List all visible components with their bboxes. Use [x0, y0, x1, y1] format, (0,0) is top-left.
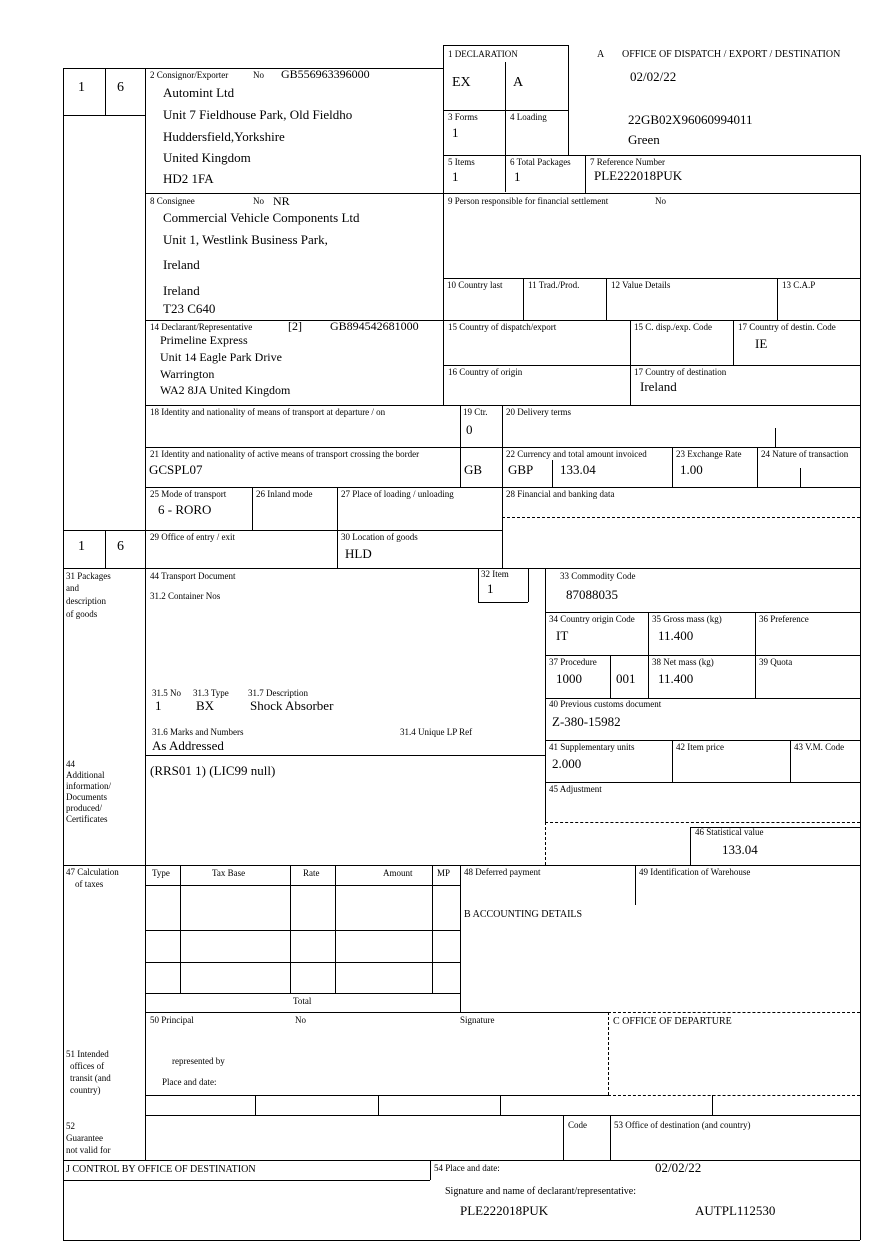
divider — [733, 320, 734, 365]
divider — [545, 740, 860, 741]
divider — [712, 1095, 713, 1115]
divider — [443, 278, 860, 279]
divider — [145, 1115, 860, 1116]
box17a-label: 17 Country of destin. Code — [738, 322, 836, 332]
box12-label: 12 Value Details — [611, 280, 671, 290]
box13-label: 13 C.A.P — [782, 280, 816, 290]
divider — [545, 655, 860, 656]
divider — [63, 115, 145, 116]
box14-line4: WA2 8JA United Kingdom — [160, 383, 291, 397]
divider — [775, 428, 776, 447]
box14-label: 14 Declarant/Representative — [150, 322, 253, 332]
divider — [443, 110, 568, 111]
section-a-prefix: A — [597, 49, 605, 60]
box52-code-label: Code — [568, 1120, 587, 1130]
box31-label-line4: of goods — [66, 609, 98, 619]
box2-eori: GB556963396000 — [281, 67, 370, 81]
box9-label: 9 Person responsible for financial settlement — [448, 196, 609, 206]
divider — [528, 568, 529, 602]
box10-label: 10 Country last — [447, 280, 503, 290]
box21-label: 21 Identity and nationality of active means of transport crossing the border — [150, 449, 420, 459]
box7-value: PLE222018PUK — [594, 168, 683, 183]
box22-currency: GBP — [508, 462, 534, 477]
divider — [63, 1180, 430, 1181]
section-a-route: Green — [628, 132, 660, 147]
box19-label: 19 Ctr. — [463, 407, 488, 417]
divider — [63, 1160, 860, 1161]
divider — [478, 568, 479, 602]
box44-label-line6: Certificates — [66, 814, 108, 824]
box20-label: 20 Delivery terms — [506, 407, 571, 417]
box29-label: 29 Office of entry / exit — [150, 532, 236, 542]
box31-3-type-value: BX — [196, 698, 215, 713]
box28-label: 28 Financial and banking data — [506, 489, 615, 499]
divider — [443, 45, 444, 405]
copy-number-right-top: 6 — [117, 80, 124, 95]
box3-value: 1 — [452, 125, 459, 140]
divider — [63, 68, 443, 69]
box14-line1: Primeline Express — [160, 333, 248, 347]
copy-number-left-mid: 1 — [78, 539, 85, 554]
box54-date: 02/02/22 — [655, 1160, 702, 1175]
box35-value: 11.400 — [658, 628, 694, 643]
box2-label: 2 Consignor/Exporter — [150, 70, 229, 80]
box44-label-line4: Documents — [66, 792, 107, 802]
box47-col-type: Type — [152, 868, 170, 878]
divider — [672, 740, 673, 782]
box50-signature-label: Signature — [460, 1015, 495, 1025]
box5-value: 1 — [452, 169, 459, 184]
box4-label: 4 Loading — [510, 112, 547, 122]
box15a-label: 15 C. disp./exp. Code — [634, 322, 712, 332]
box44-transport-doc-label: 44 Transport Document — [150, 571, 236, 581]
divider — [63, 568, 860, 569]
box41-value: 2.000 — [552, 756, 582, 771]
divider — [523, 278, 524, 320]
divider — [635, 865, 636, 905]
divider — [145, 447, 860, 448]
divider — [255, 1095, 256, 1115]
divider — [430, 1160, 431, 1180]
divider — [777, 278, 778, 320]
box46-value: 133.04 — [722, 842, 758, 857]
box39-label: 39 Quota — [759, 657, 793, 667]
box51-label-line3: transit (and — [70, 1073, 111, 1083]
section-a-title: OFFICE OF DISPATCH / EXPORT / DESTINATION — [622, 49, 841, 60]
divider — [563, 1115, 564, 1160]
divider — [757, 447, 758, 487]
divider — [672, 447, 673, 487]
divider — [478, 602, 528, 603]
box47-col-mp: MP — [437, 868, 451, 878]
box3-label: 3 Forms — [448, 112, 478, 122]
box16-label: 16 Country of origin — [448, 367, 523, 377]
box2-line3: Huddersfield,Yorkshire — [163, 129, 285, 144]
divider — [460, 865, 461, 1012]
box31-7-description-value: Shock Absorber — [250, 698, 334, 713]
box40-value: Z-380-15982 — [552, 714, 621, 729]
box6-label: 6 Total Packages — [510, 157, 571, 167]
box54-reference: PLE222018PUK — [460, 1203, 549, 1218]
box51-label-line4: country) — [70, 1085, 101, 1095]
divider — [502, 517, 860, 518]
box8-no-label: No — [253, 196, 264, 206]
box17-label: 17 Country of destination — [634, 367, 727, 377]
copy-number-left-top: 1 — [78, 80, 85, 95]
divider — [630, 320, 631, 405]
divider — [860, 155, 861, 1240]
box21-value: GCSPL07 — [149, 462, 203, 477]
box50-place-date-label: Place and date: — [162, 1077, 217, 1087]
box21-nationality: GB — [464, 462, 483, 477]
box47-col-tax-base: Tax Base — [212, 868, 246, 878]
box53-label: 53 Office of destination (and country) — [614, 1120, 751, 1130]
divider — [608, 1012, 860, 1013]
box22-amount: 133.04 — [560, 462, 596, 477]
divider — [608, 1012, 609, 1095]
box47-col-amount: Amount — [383, 868, 413, 878]
section-c-title: C OFFICE OF DEPARTURE — [613, 1016, 732, 1027]
divider — [585, 155, 586, 193]
box54-authorisation: AUTPL112530 — [695, 1203, 776, 1218]
box49-label: 49 Identification of Warehouse — [639, 867, 751, 877]
box32-value: 1 — [487, 581, 494, 596]
divider — [610, 1115, 611, 1160]
divider — [552, 460, 553, 487]
box44-label-line2: Additional — [66, 770, 105, 780]
section-a-date: 02/02/22 — [630, 69, 677, 84]
box31-6-marks-label: 31.6 Marks and Numbers — [152, 727, 244, 737]
box5-label: 5 Items — [448, 157, 475, 167]
divider — [443, 45, 568, 46]
box2-line1: Automint Ltd — [163, 85, 235, 100]
box17-value: Ireland — [640, 379, 677, 394]
divider — [610, 655, 611, 698]
box45-label: 45 Adjustment — [549, 784, 602, 794]
box8-line4: Ireland — [163, 283, 200, 298]
box14-line2: Unit 14 Eagle Park Drive — [160, 350, 282, 364]
divider — [145, 487, 860, 488]
box2-line5: HD2 1FA — [163, 171, 214, 186]
box17a-value: IE — [755, 336, 768, 351]
box7-label: 7 Reference Number — [590, 157, 665, 167]
box31-5-no-value: 1 — [155, 698, 162, 713]
box14-code: [2] — [288, 319, 302, 333]
divider — [500, 1095, 501, 1115]
divider — [145, 755, 545, 756]
box40-label: 40 Previous customs document — [549, 699, 662, 709]
divider — [378, 1095, 379, 1115]
box27-label: 27 Place of loading / unloading — [341, 489, 454, 499]
box8-line3: Ireland — [163, 257, 200, 272]
box30-value: HLD — [345, 546, 372, 561]
box34-value: IT — [556, 628, 569, 643]
divider — [545, 822, 860, 823]
box47-label-line1: 47 Calculation — [66, 867, 119, 877]
box31-5-no-label: 31.5 No — [152, 688, 181, 698]
box31-label-line1: 31 Packages — [66, 571, 111, 581]
box52-label-line2: Guarantee — [66, 1133, 103, 1143]
box14-line3: Warrington — [160, 367, 215, 381]
box23-label: 23 Exchange Rate — [676, 449, 742, 459]
divider — [690, 827, 691, 865]
box1-declaration-label: 1 DECLARATION — [448, 49, 518, 59]
box47-col-rate: Rate — [303, 868, 320, 878]
box51-label-line2: offices of — [70, 1061, 105, 1071]
box25-label: 25 Mode of transport — [150, 489, 227, 499]
box2-no-label: No — [253, 70, 264, 80]
divider — [145, 1095, 608, 1096]
box22-label: 22 Currency and total amount invoiced — [506, 449, 647, 459]
box48-label: 48 Deferred payment — [464, 867, 541, 877]
divider — [105, 530, 106, 568]
box31-3-type-label: 31.3 Type — [193, 688, 229, 698]
box31-7-description-label: 31.7 Description — [248, 688, 308, 698]
box52-label-line1: 52 — [66, 1121, 75, 1131]
box37-value2: 001 — [616, 671, 636, 686]
box41-label: 41 Supplementary units — [549, 742, 635, 752]
divider — [145, 68, 146, 1160]
box2-line2: Unit 7 Fieldhouse Park, Old Fieldho — [163, 107, 353, 122]
box52-label-line3: not valid for — [66, 1145, 111, 1155]
box50-label: 50 Principal — [150, 1015, 194, 1025]
section-b-title: B ACCOUNTING DETAILS — [464, 909, 583, 920]
box33-value: 87088035 — [566, 587, 618, 602]
box32-label: 32 Item — [481, 569, 509, 579]
box11-label: 11 Trad./Prod. — [528, 280, 580, 290]
divider — [145, 1012, 608, 1013]
divider — [145, 320, 860, 321]
divider — [145, 993, 460, 994]
box37-value1: 1000 — [556, 671, 582, 686]
divider — [105, 68, 106, 115]
box43-label: 43 V.M. Code — [794, 742, 845, 752]
box54-label: 54 Place and date: — [434, 1163, 500, 1173]
divider — [63, 1240, 860, 1241]
box37-label: 37 Procedure — [549, 657, 597, 667]
divider — [800, 468, 801, 487]
box46-label: 46 Statistical value — [695, 827, 764, 837]
box1-declaration-copy: A — [513, 75, 524, 90]
divider — [460, 405, 461, 487]
box50-no-label: No — [295, 1015, 306, 1025]
divider — [63, 530, 502, 531]
box34-label: 34 Country origin Code — [549, 614, 635, 624]
box18-label: 18 Identity and nationality of means of transport at departure / on — [150, 407, 386, 417]
divider — [505, 62, 506, 192]
box44-label-line3: information/ — [66, 781, 111, 791]
divider — [443, 155, 860, 156]
divider — [63, 68, 64, 1240]
divider — [608, 1095, 860, 1096]
box38-value: 11.400 — [658, 671, 694, 686]
divider — [545, 612, 860, 613]
box23-value: 1.00 — [680, 462, 703, 477]
copy-number-right-mid: 6 — [117, 539, 124, 554]
box30-label: 30 Location of goods — [341, 532, 418, 542]
divider — [145, 885, 460, 886]
box44-label-line5: produced/ — [66, 803, 102, 813]
divider — [145, 930, 460, 931]
box26-label: 26 Inland mode — [256, 489, 313, 499]
box19-value: 0 — [466, 422, 473, 437]
box8-line2: Unit 1, Westlink Business Park, — [163, 232, 328, 247]
box35-label: 35 Gross mass (kg) — [652, 614, 722, 624]
box25-value: 6 - RORO — [158, 502, 212, 517]
divider — [545, 782, 860, 783]
divider — [252, 487, 253, 530]
box54-signature-label: Signature and name of declarant/representative: — [445, 1186, 637, 1197]
box31-6-marks-value: As Addressed — [152, 738, 224, 753]
divider — [568, 45, 569, 155]
box6-value: 1 — [514, 169, 521, 184]
divider — [63, 865, 860, 866]
box38-label: 38 Net mass (kg) — [652, 657, 714, 667]
box24-label: 24 Nature of transaction — [761, 449, 849, 459]
box8-id: NR — [273, 194, 290, 208]
box14-eori: GB894542681000 — [330, 319, 419, 333]
box31-4-lp-ref-label: 31.4 Unique LP Ref — [400, 727, 473, 737]
divider — [145, 193, 860, 194]
divider — [145, 405, 860, 406]
box8-label: 8 Consignee — [150, 196, 195, 206]
divider — [145, 962, 460, 963]
box31-label-line2: and — [66, 583, 79, 593]
box47-total-label: Total — [293, 996, 312, 1006]
box50-represented-by-label: represented by — [172, 1056, 225, 1066]
box42-label: 42 Item price — [676, 742, 724, 752]
box8-line1: Commercial Vehicle Components Ltd — [163, 210, 360, 225]
divider — [790, 740, 791, 782]
section-a-mrn: 22GB02X96060994011 — [628, 112, 753, 127]
box31-2-container-label: 31.2 Container Nos — [150, 591, 221, 601]
box44-label-line1: 44 — [66, 759, 75, 769]
box1-declaration-type: EX — [452, 75, 471, 90]
divider — [443, 365, 860, 366]
box47-label-line2: of taxes — [75, 879, 104, 889]
box31-label-line3: description — [66, 596, 106, 606]
divider — [545, 822, 546, 865]
box8-line5: T23 C640 — [163, 301, 216, 316]
box9-no-label: No — [655, 196, 666, 206]
box36-label: 36 Preference — [759, 614, 809, 624]
section-j-title: J CONTROL BY OFFICE OF DESTINATION — [66, 1164, 256, 1175]
box33-label: 33 Commodity Code — [560, 571, 636, 581]
divider — [545, 568, 546, 822]
box2-line4: United Kingdom — [163, 150, 251, 165]
divider — [606, 278, 607, 320]
box15-label: 15 Country of dispatch/export — [448, 322, 557, 332]
divider — [337, 487, 338, 568]
box44-value: (RRS01 1) (LIC99 null) — [150, 763, 276, 778]
box51-label-line1: 51 Intended — [66, 1049, 109, 1059]
